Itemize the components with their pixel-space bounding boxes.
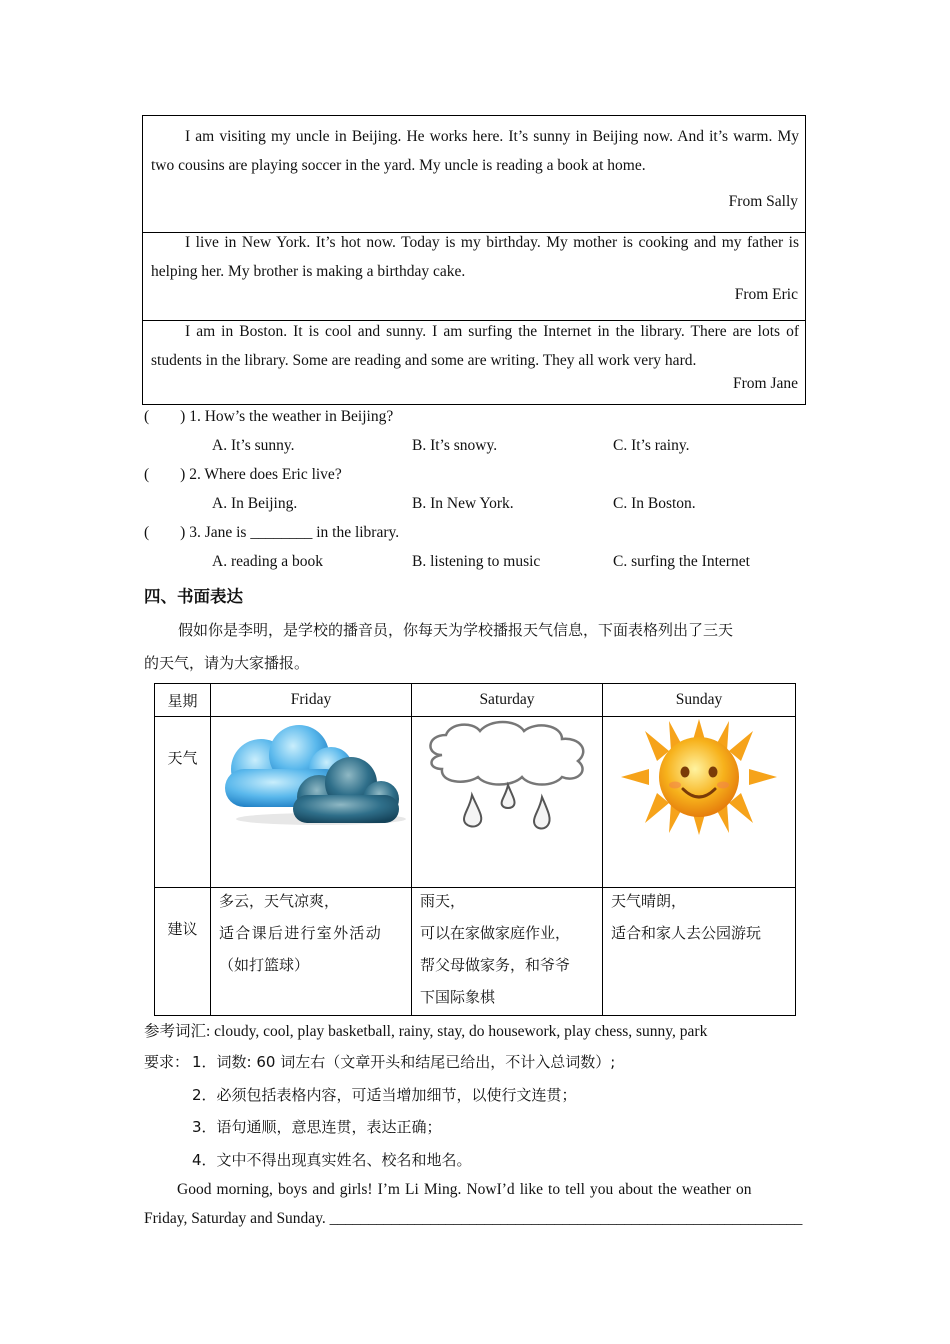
passage-sally	[143, 116, 805, 232]
essay-starter-line-2[interactable]: Friday, Saturday and Sunday. _____________________________________________________________	[144, 1210, 803, 1227]
question-3-option-a[interactable]: A. reading a book	[212, 553, 324, 570]
advice-friday	[211, 888, 412, 1016]
advice-line: （如打篮球）	[219, 956, 310, 974]
passage-from: From Jane	[732, 375, 798, 392]
question-1-stem: ( ) 1. How’s the weather in Beijing?	[144, 408, 394, 425]
advice-line: 雨天，	[420, 892, 466, 910]
advice-line: 可以在家做家庭作业，	[420, 924, 571, 942]
passage-from: From Sally	[728, 193, 798, 210]
question-3-option-b[interactable]: B. listening to music	[412, 553, 541, 570]
day-friday: Friday	[211, 684, 412, 717]
question-1-option-c[interactable]: C. It’s rainy.	[613, 437, 690, 454]
advice-line: 天气晴朗，	[611, 892, 687, 910]
section-4-intro-line-1: 假如你是李明，是学校的播音员，你每天为学校播报天气信息，下面表格列出了三天	[178, 621, 734, 639]
requirement-item-3: 3．语句通顺，意思连贯，表达正确；	[192, 1118, 442, 1136]
question-3-stem: ( ) 3. Jane is ________ in the library.	[144, 524, 400, 541]
cloudy-icon	[211, 717, 411, 882]
question-2-option-c[interactable]: C. In Boston.	[613, 495, 696, 512]
advice-line: 下国际象棋	[420, 988, 496, 1006]
reference-vocabulary: 参考词汇: cloudy, cool, play basketball, rainy, stay, do housework, play chess, sunny, park	[144, 1023, 708, 1040]
advice-line: 适合课后进行室外活动	[219, 924, 383, 942]
sun-icon	[603, 717, 795, 882]
reading-passages-box	[142, 115, 806, 405]
question-2-option-a[interactable]: A. In Beijing.	[212, 495, 298, 512]
row-label-advice: 建议	[155, 888, 211, 1016]
section-4-title: 四、书面表达	[144, 587, 243, 606]
row-label-week: 星期	[155, 684, 211, 717]
advice-line: 帮父母做家务，和爷爷	[420, 956, 571, 974]
rain-icon	[412, 717, 602, 882]
question-3-option-c[interactable]: C. surfing the Internet	[613, 553, 750, 570]
passage-text: I live in New York. It’s hot now. Today is my birthday. My mother is cooking and my father is helping her. My brother is making a birthday cake.	[151, 234, 799, 280]
weather-table	[154, 683, 796, 1016]
passage-text: I am in Boston. It is cool and sunny. I am surfing the Internet in the library. There are lots of students in the library. Some are reading and some are writing. They all work very hard.	[151, 323, 799, 369]
passage-jane	[143, 320, 805, 406]
requirement-item-4: 4．文中不得出现真实姓名、校名和地名。	[192, 1151, 472, 1169]
weather-saturday	[412, 717, 603, 888]
requirement-item-2: 2．必须包括表格内容，可适当增加细节，以使行文连贯；	[192, 1086, 577, 1104]
section-4-intro-line-2: 的天气，请为大家播报。	[144, 654, 310, 672]
question-2-stem: ( ) 2. Where does Eric live?	[144, 466, 342, 483]
advice-saturday	[412, 888, 603, 1016]
essay-starter-line-1: Good morning, boys and girls! I’m Li Ming. NowI’d like to tell you about the weather on	[177, 1181, 752, 1198]
passage-text: I am visiting my uncle in Beijing. He works here. It’s sunny in Beijing now. And it’s warm. My two cousins are playing soccer in the yard. My uncle is reading a book at home.	[151, 128, 799, 174]
day-sunday: Sunday	[603, 684, 796, 717]
passage-eric	[143, 232, 805, 320]
question-1-option-a[interactable]: A. It’s sunny.	[212, 437, 295, 454]
weather-sunday	[603, 717, 796, 888]
passage-from: From Eric	[734, 286, 798, 303]
weather-friday	[211, 717, 412, 888]
advice-line: 多云，天气凉爽，	[219, 892, 340, 910]
day-saturday: Saturday	[412, 684, 603, 717]
question-2-option-b[interactable]: B. In New York.	[412, 495, 514, 512]
requirements-label: 要求：	[144, 1053, 190, 1071]
advice-line: 适合和家人去公园游玩	[611, 924, 762, 942]
question-1-option-b[interactable]: B. It’s snowy.	[412, 437, 498, 454]
requirement-item-1: 1．词数: 60 词左右（文章开头和结尾已给出，不计入总词数）;	[192, 1053, 616, 1071]
row-label-weather: 天气	[155, 717, 211, 888]
advice-sunday	[603, 888, 796, 1016]
